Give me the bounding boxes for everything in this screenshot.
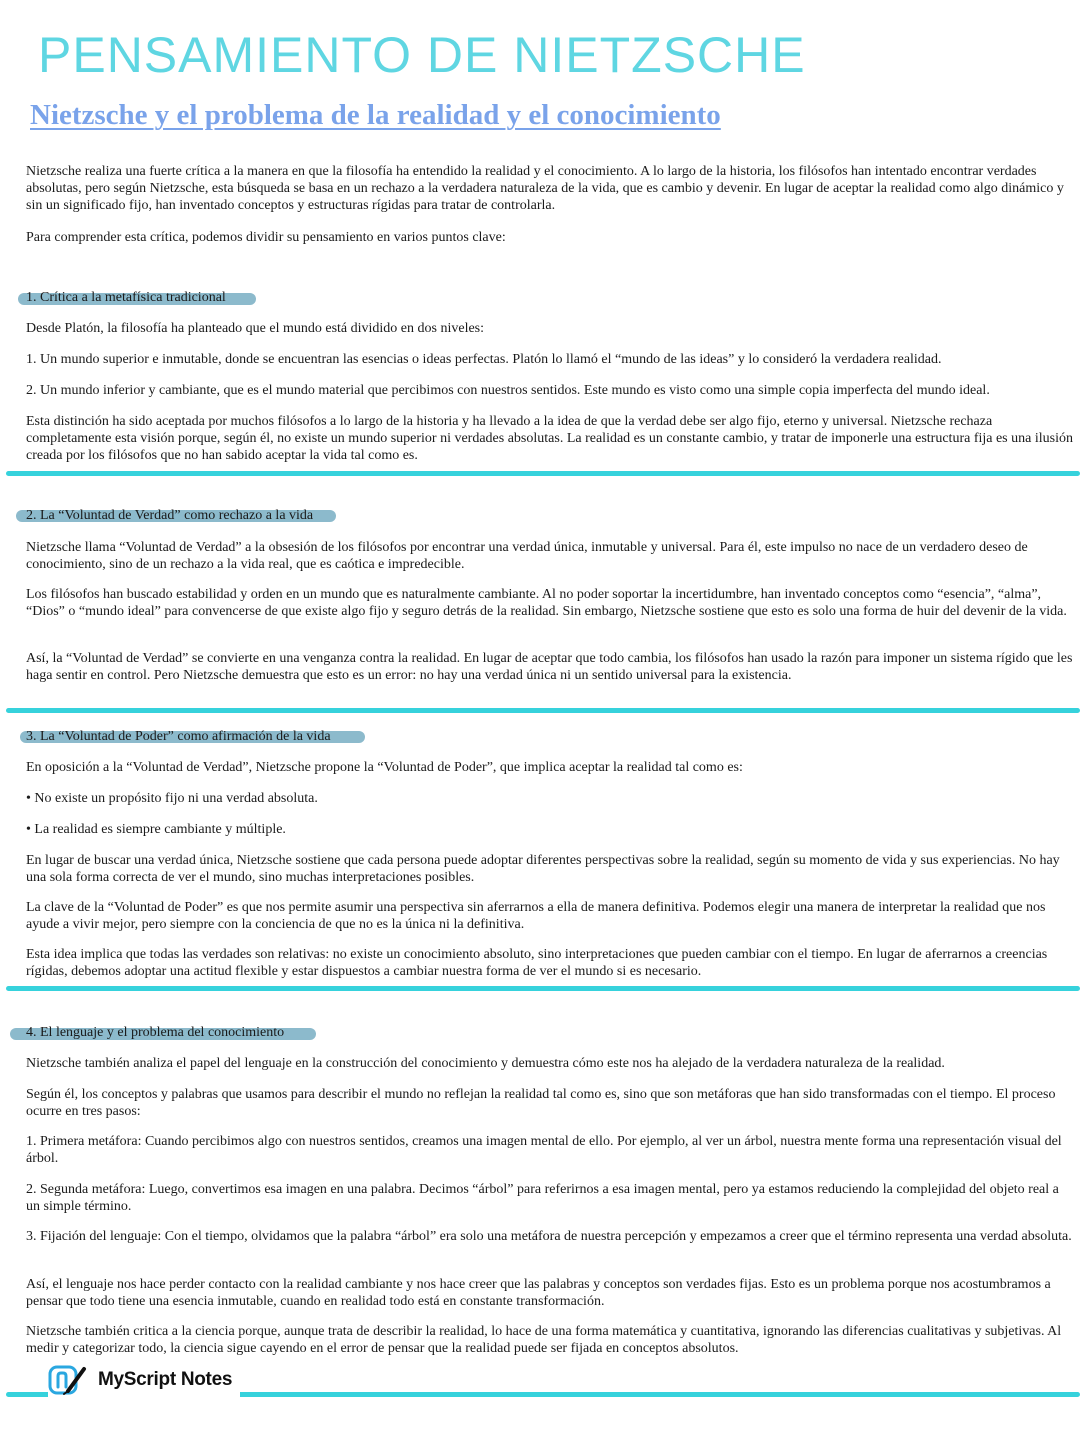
section-heading: 2. La “Voluntad de Verdad” como rechazo a la vida xyxy=(26,508,314,523)
paragraph: Esta distinción ha sido aceptada por muchos filósofos a lo largo de la historia y ha llevado a la idea de que la verdad debe ser algo fijo, eterno y universal. Nietzsche rechaza completamente esta visión porque, según él, no existe un mundo superior ni verdades absolutas. La realidad es un constante cambio, y tratar de imponerle una estructura fija es una ilusión creada por los filósofos que no han sabido aceptar la vida tal como es. xyxy=(26,414,1073,463)
logo-text: MyScript Notes xyxy=(98,1369,233,1390)
paragraph: Según él, los conceptos y palabras que usamos para describir el mundo no reflejan la realidad tal como es, sino que son metáforas que han sido transformadas con el tiempo. El proceso ocurre en tres pasos: xyxy=(26,1087,1056,1119)
list-item: 1. Primera metáfora: Cuando percibimos algo con nuestros sentidos, creamos una imagen mental de ello. Por ejemplo, al ver un árbol, nuestra mente forma una representación visual del árbol. xyxy=(26,1134,1062,1166)
intro-paragraph: Para comprender esta crítica, podemos dividir su pensamiento en varios puntos clave: xyxy=(26,230,506,245)
myscript-logo xyxy=(48,1361,240,1399)
paragraph: Esta idea implica que todas las verdades son relativas: no existe un conocimiento absoluto, sino interpretaciones que pueden cambiar con el tiempo. En lugar de aferrarnos a creencias rígidas, debemos adoptar una actitud flexible y estar dispuestos a cambiar nuestra forma de ver el mundo si es necesario. xyxy=(26,947,1048,979)
list-item: • No existe un propósito fijo ni una verdad absoluta. xyxy=(26,791,318,806)
section-heading: 4. El lenguaje y el problema del conocimiento xyxy=(26,1025,285,1040)
paragraph: Nietzsche también analiza el papel del lenguaje en la construcción del conocimiento y demuestra cómo este nos ha alejado de la verdadera naturaleza de la realidad. xyxy=(26,1056,945,1071)
myscript-logo-icon xyxy=(48,1363,88,1397)
paragraph: Desde Platón, la filosofía ha planteado que el mundo está dividido en dos niveles: xyxy=(26,321,485,336)
paragraph: Así, el lenguaje nos hace perder contacto con la realidad cambiante y nos hace creer que las palabras y conceptos son verdades fijas. Esto es un problema porque nos acostumbramos a pensar que todo tiene una esencia inmutable, cuando en realidad todo está en constante transformación. xyxy=(26,1277,1051,1309)
section-heading: 3. La “Voluntad de Poder” como afirmación de la vida xyxy=(26,729,331,744)
list-item: 2. Segunda metáfora: Luego, convertimos esa imagen en una palabra. Decimos “árbol” para referirnos a esa imagen mental, pero ya estamos reduciendo la complejidad del objeto real a un simple término. xyxy=(26,1182,1059,1214)
page-title: PENSAMIENTO DE NIETZSCHE xyxy=(38,27,806,83)
paragraph: Nietzsche llama “Voluntad de Verdad” a la obsesión de los filósofos por encontrar una verdad única, inmutable y universal. Para él, este impulso no nace de un verdadero deseo de conocimiento, sino de un rechazo a la vida real, que es caótica e impredecible. xyxy=(26,540,1028,572)
paragraph: Así, la “Voluntad de Verdad” se convierte en una venganza contra la realidad. En lugar de aceptar que todo cambia, los filósofos han usado la razón para imponer un sistema rígido que les haga sentir en control. Pero Nietzsche demuestra que esto es un error: no hay una verdad única ni un sentido universal para la existencia. xyxy=(26,651,1073,683)
paragraph: En lugar de buscar una verdad única, Nietzsche sostiene que cada persona puede adoptar diferentes perspectivas sobre la realidad, según su momento de vida y sus experiencias. No hay una sola forma correcta de ver el mundo, sino muchas interpretaciones posibles. xyxy=(26,853,1060,885)
paragraph: En oposición a la “Voluntad de Verdad”, Nietzsche propone la “Voluntad de Poder”, que implica aceptar la realidad tal como es: xyxy=(26,760,743,775)
section-divider xyxy=(6,986,1080,991)
intro-paragraph: Nietzsche realiza una fuerte crítica a la manera en que la filosofía ha entendido la realidad y el conocimiento. A lo largo de la historia, los filósofos han intentado encontrar verdades absolutas, pero según Nietzsche, esta búsqueda se basa en un rechazo a la verdadera naturaleza de la vida, que es cambio y devenir. En lugar de aceptar la realidad como algo dinámico y sin un significado fijo, han inventado conceptos y estructuras rígidas para tratar de controlarla. xyxy=(26,164,1064,213)
section-divider xyxy=(6,708,1080,713)
paragraph: 2. Un mundo inferior y cambiante, que es el mundo material que percibimos con nuestros sentidos. Este mundo es visto como una simple copia imperfecta del mundo ideal. xyxy=(26,383,990,398)
list-item: • La realidad es siempre cambiante y múltiple. xyxy=(26,822,286,837)
paragraph: Los filósofos han buscado estabilidad y orden en un mundo que es naturalmente cambiante. Al no poder soportar la incertidumbre, han inventado conceptos como “esencia”, “alma”, “Dios” o “mundo ideal” para convencerse de que existe algo fijo y seguro detrás de la realidad. Sin embargo, Nietzsche sostiene que esto es solo una forma de huir del devenir de la vida. xyxy=(26,587,1067,619)
paragraph: Nietzsche también critica a la ciencia porque, aunque trata de describir la realidad, lo hace de una forma matemática y cuantitativa, ignorando las diferencias cualitativas y subjetivas. Al medir y categorizar todo, la ciencia sigue cayendo en el error de pensar que la realidad puede ser fijada en conceptos absolutos. xyxy=(26,1324,1062,1356)
section-divider xyxy=(6,471,1080,476)
paragraph: La clave de la “Voluntad de Poder” es que nos permite asumir una perspectiva sin aferrarnos a ella de manera definitiva. Podemos elegir una manera de interpretar la realidad que nos ayude a vivir mejor, pero siempre con la conciencia de que no es la única ni la definitiva. xyxy=(26,900,1046,932)
paragraph: 1. Un mundo superior e inmutable, donde se encuentran las esencias o ideas perfectas. Platón lo llamó el “mundo de las ideas” y lo consideró la verdadera realidad. xyxy=(26,352,942,367)
subtitle: Nietzsche y el problema de la realidad y el conocimiento xyxy=(30,99,721,131)
list-item: 3. Fijación del lenguaje: Con el tiempo, olvidamos que la palabra “árbol” era solo una metáfora de nuestra percepción y empezamos a creer que el término representa una verdad absoluta. xyxy=(26,1229,1072,1244)
section-heading: 1. Crítica a la metafísica tradicional xyxy=(26,290,226,305)
